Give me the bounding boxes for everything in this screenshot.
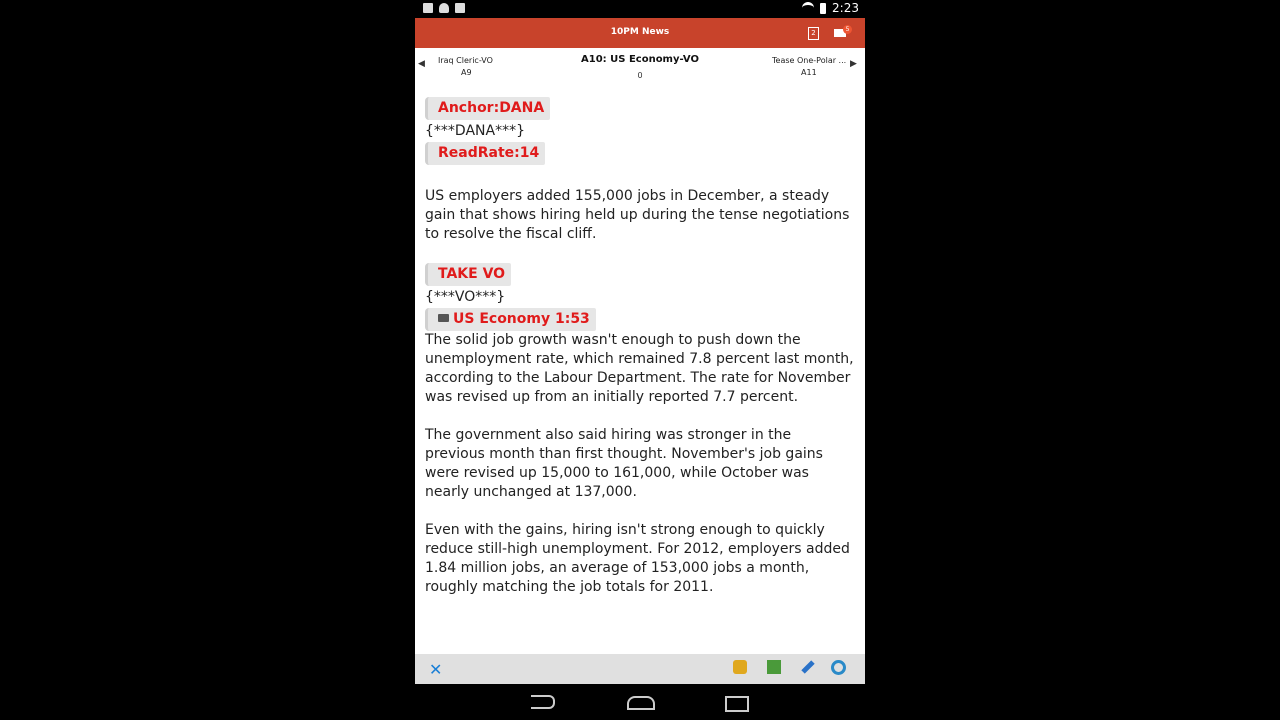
wifi-icon (802, 2, 814, 15)
system-status (802, 1, 859, 15)
tablet-screen (415, 0, 865, 720)
script-view[interactable] (415, 88, 865, 654)
system-navigation-bar (415, 684, 865, 720)
refresh-icon[interactable] (831, 660, 846, 675)
prev-story-arrow-icon[interactable]: ◀ (418, 59, 425, 69)
camera-icon (438, 314, 449, 322)
next-story-arrow-icon[interactable]: ▶ (850, 59, 857, 69)
video-clip-tag[interactable] (425, 308, 596, 331)
list-edit-icon[interactable] (767, 660, 781, 674)
app-header (415, 18, 865, 48)
script-paragraph: Even with the gains, hiring isn't strong enough to quickly reduce still-high unemployment. For 2012, employers added 1.84 million jobs, an average of 153,000 jobs a month, roughly matching the job totals for 2011. (425, 522, 850, 595)
cloud-upload-icon (439, 3, 449, 13)
status-bar (415, 0, 865, 18)
take-vo-tag[interactable]: TAKE VO (425, 263, 511, 286)
video-clip-label: US Economy 1:53 (453, 311, 590, 327)
anchor-marker: {***DANA***} (425, 123, 525, 139)
current-story-title: A10: US Economy-VO (581, 54, 699, 65)
next-story-number: A11 (801, 68, 817, 77)
story-navigator (415, 48, 865, 88)
notification-icons (423, 3, 465, 13)
readrate-tag[interactable]: ReadRate:14 (425, 142, 545, 165)
pencil-icon[interactable] (801, 660, 814, 673)
image-notification-icon (423, 3, 433, 13)
prev-story-number: A9 (461, 68, 472, 77)
back-icon[interactable] (531, 695, 555, 709)
script-paragraph: The solid job growth wasn't enough to push down the unemployment rate, which remained 7.8 percent last month, according to the Labour Department. The rate for November was revised up from an initially reported 7.7 percent. (425, 332, 854, 405)
clipboard-check-icon (455, 3, 465, 13)
mail-badge: 5 (843, 25, 852, 34)
recent-apps-icon[interactable] (725, 696, 749, 712)
bottom-toolbar (415, 654, 865, 684)
vo-marker: {***VO***} (425, 289, 506, 305)
home-icon[interactable] (627, 696, 655, 710)
reply-icon[interactable] (733, 660, 747, 674)
rundown-doc-icon[interactable]: 2 (808, 27, 819, 40)
battery-icon (820, 3, 826, 14)
current-story-number: 0 (637, 71, 643, 80)
script-paragraph: US employers added 155,000 jobs in December, a steady gain that shows hiring held up during the tense negotiations to resolve the fiscal cliff. (425, 188, 850, 242)
next-story-title: Tease One-Polar ... (772, 56, 847, 65)
script-body (425, 97, 855, 597)
script-paragraph: The government also said hiring was stronger in the previous month than first thought. November's job gains were revised up 15,000 to 161,000, while October was nearly unchanged at 137,000. (425, 427, 823, 500)
clock: 2:23 (832, 1, 859, 15)
app-title: 10PM News (610, 27, 670, 37)
close-icon[interactable]: ✕ (429, 660, 443, 679)
anchor-tag[interactable]: Anchor:DANA (425, 97, 550, 120)
prev-story-title: Iraq Cleric-VO (438, 56, 493, 65)
